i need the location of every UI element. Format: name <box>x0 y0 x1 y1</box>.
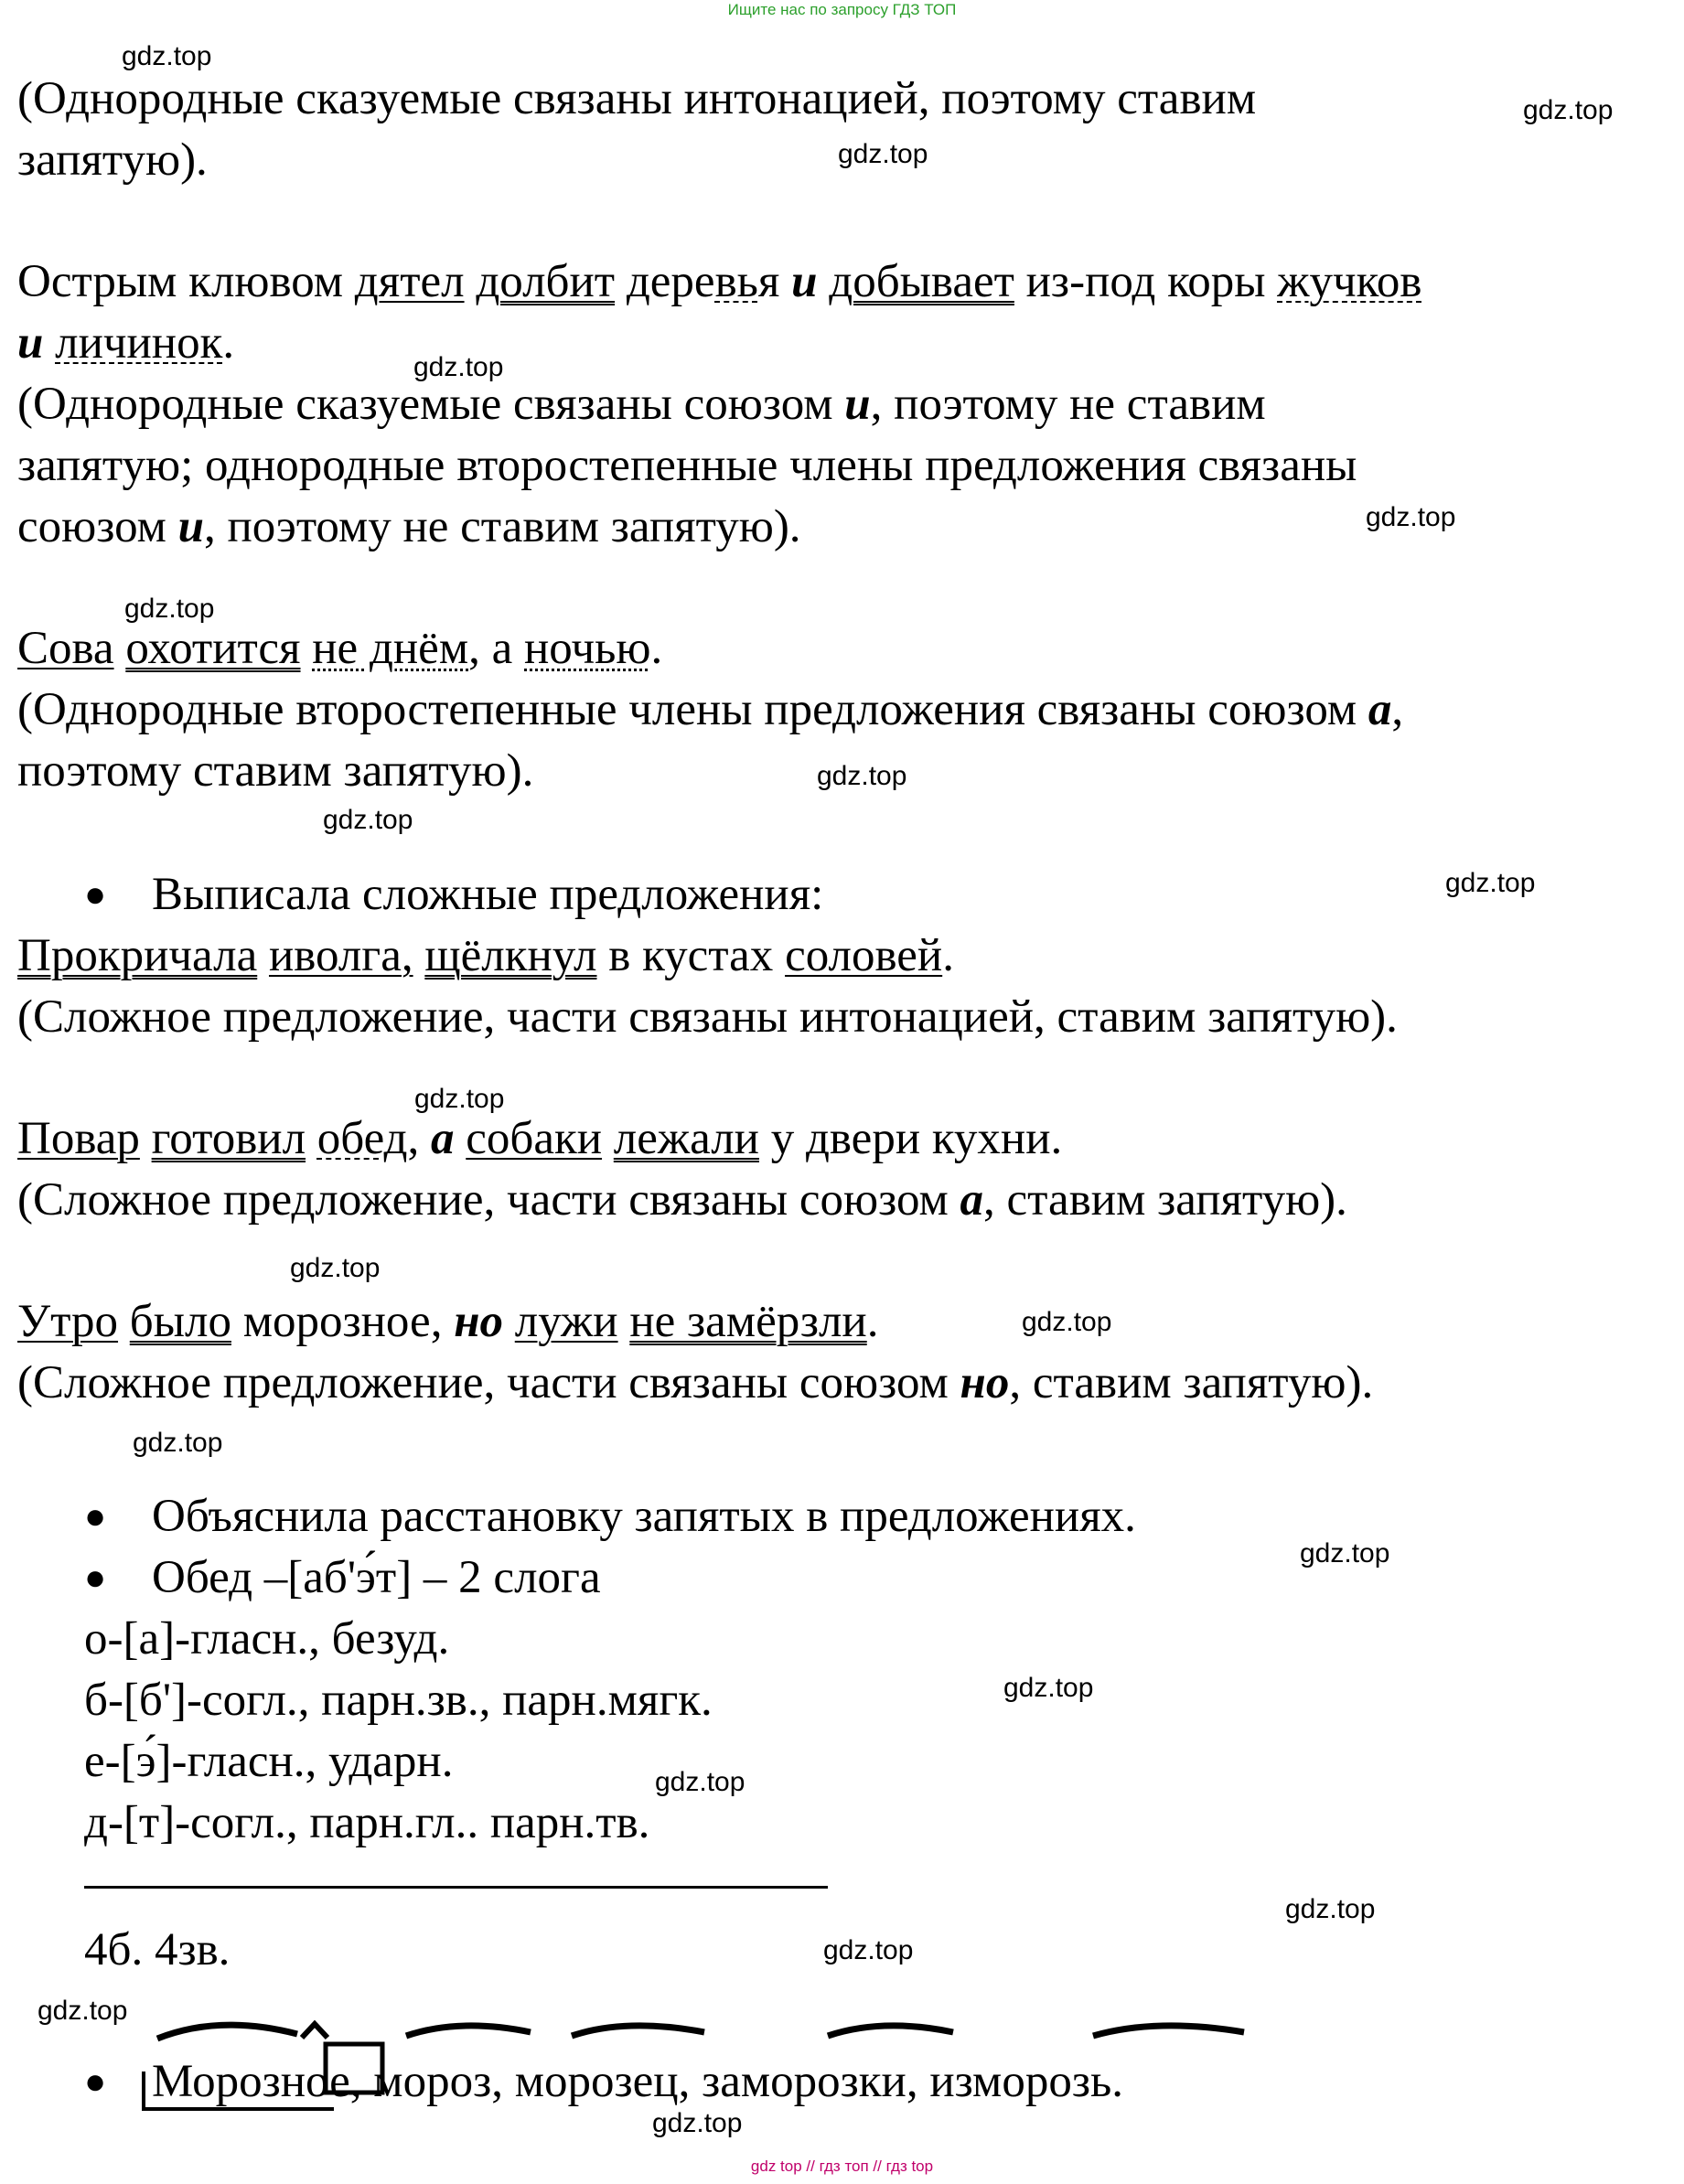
conjunction: а <box>431 1113 455 1164</box>
explanation-line: запятую; однородные второстепенные члены предложения связаны <box>17 440 1357 491</box>
bullet-item <box>84 2054 1123 2109</box>
phonetic-summary: 4б. 4зв. <box>84 1924 231 1975</box>
phonetic-line: д-[т]-согл., парн.гл.. парн.тв. <box>84 1797 650 1848</box>
bullet-icon: ● <box>84 1495 107 1536</box>
explanation-line <box>17 682 1403 737</box>
bullet-text: Объяснила расстановку запятых в предложениях. <box>152 1491 1136 1542</box>
word: . <box>650 623 663 674</box>
sentence-utro <box>17 1294 878 1349</box>
bullet-item <box>84 867 823 922</box>
watermark: gdz.top <box>1003 1673 1094 1703</box>
bullet-text: Обед –[аб'э́т] – 2 слога <box>152 1552 601 1603</box>
explanation-line: запятую). <box>17 134 208 186</box>
cognates: , мороз, морозец, заморозки, изморозь. <box>349 2056 1123 2107</box>
text: (Сложное предложение, части связаны союзом <box>17 1174 960 1226</box>
watermark: gdz.top <box>1022 1307 1112 1337</box>
watermark: gdz.top <box>1445 868 1536 898</box>
watermark: gdz.top <box>290 1253 381 1283</box>
sentence-ivolga <box>17 928 954 983</box>
adverbial: не днём <box>312 623 469 674</box>
watermark: gdz.top <box>414 1084 505 1114</box>
predicate: охотится <box>125 623 301 674</box>
conjunction: и <box>177 501 205 552</box>
root-arc <box>406 2026 531 2036</box>
object: личинок <box>55 317 223 369</box>
sentence-povar <box>17 1111 1062 1166</box>
text: , поэтому не ставим <box>870 379 1266 430</box>
predicate: лежали <box>613 1113 759 1164</box>
word-root: Морозн <box>152 2056 306 2107</box>
watermark: gdz.top <box>124 594 215 624</box>
comma: , <box>407 1113 420 1164</box>
conjunction: и <box>17 317 44 369</box>
object: жучков <box>1277 256 1422 307</box>
watermark: gdz.top <box>655 1767 745 1797</box>
phonetic-line: б-[б']-согл., парн.зв., парн.мягк. <box>84 1675 713 1726</box>
suffix-caret <box>302 2024 327 2038</box>
text: , поэтому не ставим запятую). <box>204 501 801 552</box>
explanation-line <box>17 499 801 554</box>
word: . <box>222 317 235 369</box>
word: . <box>866 1296 879 1347</box>
subject: собаки <box>466 1113 603 1164</box>
predicate: готовил <box>151 1113 306 1164</box>
text: , ставим запятую). <box>1009 1357 1374 1408</box>
watermark: gdz.top <box>38 1996 128 2026</box>
text: , <box>1391 684 1404 735</box>
word-ending: ое <box>306 2056 350 2107</box>
bullet-item <box>84 1489 1136 1544</box>
predicate: Прокричала <box>17 930 258 981</box>
sentence-dyatel-cont <box>17 316 234 370</box>
bullet-icon: ● <box>84 1557 107 1598</box>
text: (Однородные второстепенные члены предложения связаны союзом <box>17 684 1368 735</box>
predicate: не замёрзли <box>629 1296 867 1347</box>
watermark: gdz.top <box>122 41 212 71</box>
watermark: gdz.top <box>823 1935 914 1965</box>
watermark: gdz.top <box>1285 1894 1376 1924</box>
watermark: gdz.top <box>817 761 907 791</box>
phonetic-line: е-[э́]-гласн., ударн. <box>84 1736 454 1787</box>
watermark: gdz.top <box>1366 502 1456 532</box>
conjunction: а <box>960 1174 984 1226</box>
subject: Сова <box>17 623 114 674</box>
bullet-item <box>84 1550 601 1605</box>
object: обед <box>316 1113 408 1164</box>
word: Острым клювом <box>17 256 355 307</box>
watermark: gdz.top <box>413 352 504 382</box>
explanation-line: (Однородные сказуемые связаны интонацией, поэтому ставим <box>17 73 1257 124</box>
explanation-line: (Сложное предложение, части связаны интонацией, ставим запятую). <box>17 991 1398 1043</box>
watermark: gdz.top <box>133 1428 223 1458</box>
bullet-icon: ● <box>84 873 107 915</box>
subject: соловей <box>785 930 943 981</box>
predicate: щёлкнул <box>424 930 597 981</box>
text: (Однородные сказуемые связаны союзом <box>17 379 845 430</box>
bullet-text: Выписала сложные предложения: <box>152 869 824 920</box>
word: в кустах <box>596 930 786 981</box>
conjunction: но <box>960 1357 1010 1408</box>
word: из-под коры <box>1014 256 1278 307</box>
root-arc <box>157 2025 297 2039</box>
subject: иволга, <box>268 930 413 981</box>
text: союзом <box>17 501 178 552</box>
explanation-line <box>17 1355 1373 1410</box>
conjunction: и <box>844 379 871 430</box>
sentence-sova <box>17 621 662 676</box>
root-arc <box>572 2026 704 2036</box>
predicate: было <box>129 1296 231 1347</box>
divider <box>84 1886 828 1889</box>
adverbial: ночью <box>524 623 651 674</box>
word: дере <box>615 256 715 307</box>
subject: дятел <box>354 256 465 307</box>
root-arc <box>828 2026 953 2036</box>
text: (Сложное предложение, части связаны союзом <box>17 1357 960 1408</box>
header-banner: Ищите нас по запросу ГДЗ ТОП <box>727 1 957 18</box>
watermark: gdz.top <box>323 805 413 835</box>
watermark: gdz.top <box>652 2108 743 2138</box>
explanation-line <box>17 1172 1347 1227</box>
explanation-line <box>17 377 1266 432</box>
root-arc <box>1093 2026 1244 2036</box>
sentence-dyatel <box>17 254 1421 309</box>
predicate: долбит <box>476 256 616 307</box>
watermark: gdz.top <box>838 139 928 169</box>
explanation-line: поэтому ставим запятую). <box>17 745 534 797</box>
conjunction: но <box>454 1296 504 1347</box>
footer-banner: gdz top // гдз топ // гдз top <box>750 2157 934 2175</box>
comma: , <box>430 1296 443 1347</box>
conjunction: и <box>791 256 818 307</box>
word: , а <box>468 623 524 674</box>
subject: Повар <box>17 1113 140 1164</box>
text: , ставим запятую). <box>983 1174 1347 1226</box>
word: . <box>942 930 954 981</box>
watermark: gdz.top <box>1300 1538 1390 1568</box>
word: я <box>757 256 792 307</box>
predicate: добывает <box>829 256 1014 307</box>
word: морозное <box>231 1296 431 1347</box>
watermark: gdz.top <box>1523 95 1614 125</box>
bullet-icon: ● <box>84 2061 107 2102</box>
conjunction: а <box>1368 684 1392 735</box>
phonetic-line: о-[а]-гласн., безуд. <box>84 1613 450 1665</box>
word: у двери кухни. <box>758 1113 1063 1164</box>
subject: лужи <box>514 1296 618 1347</box>
object-part: вь <box>714 256 758 307</box>
subject: Утро <box>17 1296 119 1347</box>
